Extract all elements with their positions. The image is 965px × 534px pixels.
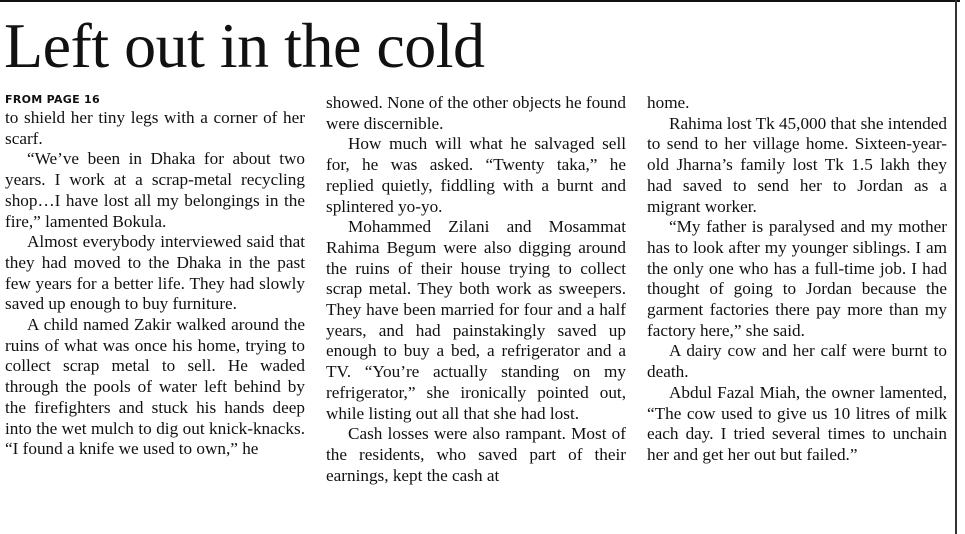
paragraph: Rahima lost Tk 45,000 that she intended to send to her village home. Sixteen-year-old Jharna’s family lost Tk 1.5 lakh they had saved to send her to Jordan as a migrant worker. (647, 113, 947, 216)
paragraph: home. (647, 93, 690, 112)
paragraph: A child named Zakir walked around the ruins of what was once his home, trying to collect scrap metal to sell. He waded through the pools of water left behind by the firefighters and stuck his hands deep into the wet mulch to dig out knick-knacks. “I found a knife we used to own,” he (5, 315, 305, 459)
top-rule (0, 0, 960, 2)
paragraph: Mohammed Zilani and Mosammat Rahima Begum were also digging around the ruins of their house trying to collect scrap metal. They both work as sweepers. They have been married for four and a half years, and had painstakingly saved up enough to buy a bed, a refrigerator and a TV. “You’re actually standing on my refrigerator,” she ironically pointed out, while listing out all that she had lost. (326, 217, 626, 423)
paragraph: Almost everybody interviewed said that they had moved to the Dhaka in the past few years for a better life. They had slowly saved up enough to buy furniture. (5, 232, 305, 314)
paragraph: How much will what he salvaged sell for, he was asked. “Twenty taka,” he replied quietly, fiddling with a burnt and splintered yo-yo. (326, 134, 626, 216)
continued-from-label: FROM PAGE 16 (5, 93, 100, 106)
article-column-2 (326, 93, 626, 486)
paragraph: “We’ve been in Dhaka for about two years. I work at a scrap-metal recycling shop…I have lost all my belongings in the fire,” lamented Bokula. (5, 149, 305, 231)
paragraph: Abdul Fazal Miah, the owner lamented, “The cow used to give us 10 litres of milk each day. I tried several times to unchain her and get her out but failed.” (647, 382, 947, 464)
paragraph: Cash losses were also rampant. Most of the residents, who saved part of their earnings, kept the cash at (326, 424, 626, 485)
column-edge-rule (955, 0, 957, 534)
article-column-1 (5, 93, 305, 460)
article-column-3 (647, 93, 947, 466)
paragraph: showed. None of the other objects he found were discernible. (326, 93, 626, 133)
paragraph: “My father is paralysed and my mother has to look after my younger siblings. I am the only one who has a full-time job. I had thought of going to Jordan because the garment factories there pay more than my factory here,” she said. (647, 217, 947, 340)
paragraph: A dairy cow and her calf were burnt to death. (647, 341, 947, 382)
paragraph: to shield her tiny legs with a corner of her scarf. (5, 108, 305, 148)
headline: Left out in the cold (4, 10, 485, 81)
